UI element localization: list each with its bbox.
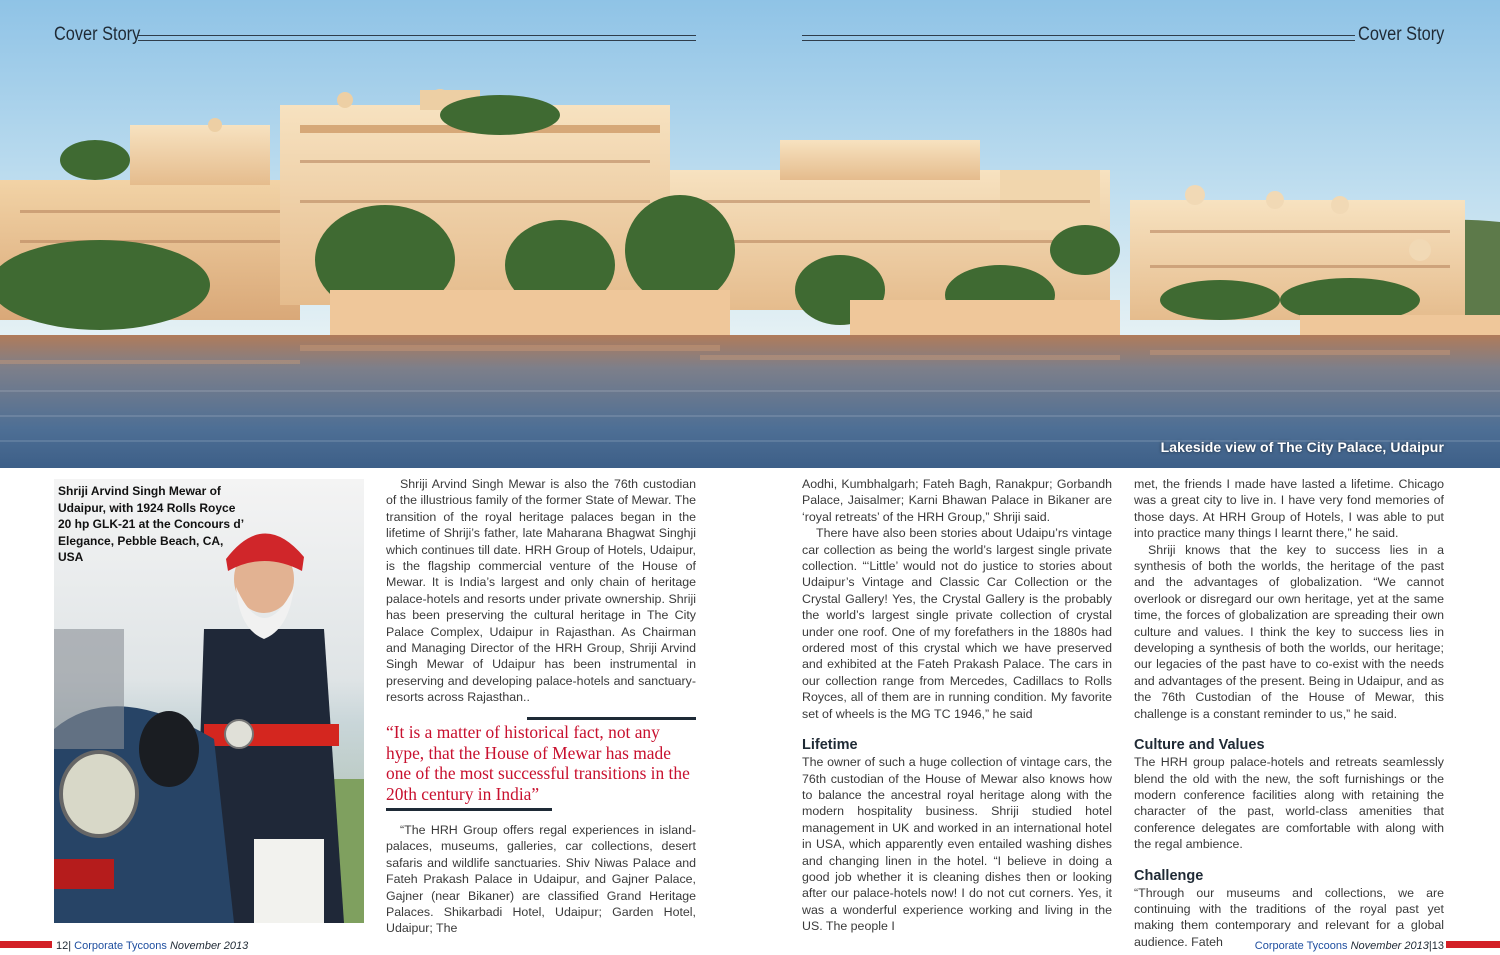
footer-bar-left	[0, 941, 52, 948]
paragraph: The owner of such a huge collection of vintage cars, the 76th custodian of the House of Mewar also knows how to balance the ancestral royal heritage along with the modern hospitality business. Shriji studied hotel management in UK and worked in an international hotel in USA, which apparently even entailed washing dishes and changing linen in the hotel. “I believe in doing a good job whether it is cleaning dishes then or looking after our palace-hotels now! I do not cut corners. Yes, it was a wonderful experience working and living in the US. The people I	[802, 755, 1112, 934]
article-column-1	[386, 476, 696, 706]
header-rule-left	[138, 35, 696, 41]
page-number-left: 12	[56, 940, 69, 952]
footer-separator: |	[1428, 940, 1432, 952]
section-label-right: Cover Story	[1357, 24, 1444, 45]
issue-date: November 2013	[1350, 940, 1429, 952]
paragraph: There have also been stories about Udaipu’rs vintage car collection as being the world’s largest single private collection. “‘Little’ would not do justice to stories about Udaipur’s Vintage and Classic Car Collection or the Crystal Gallery! Yes, the Crystal Gallery is the probably the world’s largest single private collection of crystal under one roof. One of my forefathers in the 1880s had ordered most of this crystal which we have preserved and exhibited at the Fateh Prakash Palace. The cars in our collection range from Mercedes, Cadillacs to Rolls Royces, all of them are in running condition. My favorite set of wheels is the MG TC 1946,” he said	[802, 526, 1112, 721]
footer-separator: |	[68, 940, 72, 952]
article-column-1-continued	[386, 822, 696, 937]
paragraph: Shriji knows that the key to success lies in a synthesis of both the worlds, the heritage of the past and the advantages of globalization. “We cannot overlook or disregard our own heritage, yet at the same time, the forces of globalization are spreading their own culture and values. I think the key to success lies in developing a synthesis of both the worlds, our heritage; our legacies of the past have to co-exist with the needs and advantages of the present. Being in Udaipur, and as the 76th Custodian of the House of Mewar, this challenge is a constant reminder to us,” he said.	[1134, 542, 1444, 721]
page-number-right: 13	[1431, 940, 1444, 952]
subheading-challenge: Challenge	[1134, 867, 1204, 884]
pull-quote: “It is a matter of historical fact, not any hype, that the House of Mewar has made one of the most successful transitions in the 20th century in India”	[386, 722, 690, 804]
paragraph: “Through our museums and collections, we are continuing with the traditions of the royal past yet making them contemporary and relevant for a global audience. Fateh	[1134, 885, 1444, 949]
publication-name: Corporate Tycoons	[74, 940, 167, 952]
paragraph: met, the friends I made have lasted a lifetime. Chicago was a great city to live in. I have very fond memories of those days. At HRH Group of Hotels, I was able to put into practice many things I learnt there,” he said.	[1134, 477, 1444, 541]
subheading-culture-values: Culture and Values	[1134, 737, 1265, 754]
header-rule-right	[802, 35, 1355, 41]
portrait-photo	[54, 479, 364, 923]
issue-date: November 2013	[169, 940, 249, 952]
paragraph: The HRH group palace-hotels and retreats seamlessly blend the old with the new, the soft furnishings or the modern conference facilities along with retaining the character of the past, world-class amenities that conference delegates are comfortable with along with the regal ambience.	[1134, 755, 1444, 852]
section-label-left: Cover Story	[54, 24, 141, 45]
pull-quote-top-rule	[527, 717, 696, 720]
publication-name: Corporate Tycoons	[1254, 940, 1348, 952]
hero-photo	[0, 0, 1500, 468]
footer-right	[1255, 940, 1444, 952]
footer-left	[56, 940, 248, 952]
paragraph: Aodhi, Kumbhalgarh; Fateh Bagh, Ranakpur; Gorbandh Palace, Jaisalmer; Karni Bhawan Palace in Bikaner are ‘royal retreats’ of the HRH Group,” Shriji said.	[802, 477, 1112, 524]
hero-caption: Lakeside view of The City Palace, Udaipur	[1160, 439, 1444, 455]
footer-bar-right	[1446, 941, 1500, 948]
article-column-4	[1134, 476, 1444, 950]
pull-quote-bottom-rule	[386, 808, 552, 811]
paragraph: “The HRH Group offers regal experiences in island-palaces, museums, galleries, car collections, desert safaris and wildlife sanctuaries. Shiv Niwas Palace and Fateh Prakash Palace in Udaipur, and Gajner Palace, Gajner (near Bikaner) are classified Grand Heritage Palaces. Shikarbadi Hotel, Udaipur; Garden Hotel, Udaipur; The	[386, 823, 696, 936]
subheading-lifetime: Lifetime	[802, 737, 858, 754]
city-palace-illustration	[0, 0, 1500, 468]
article-column-3	[802, 476, 1112, 935]
portrait-caption: Shriji Arvind Singh Mewar of Udaipur, with 1924 Rolls Royce 20 hp GLK-21 at the Concours d’ Elegance, Pebble Beach, CA, USA	[58, 484, 244, 564]
paragraph: Shriji Arvind Singh Mewar is also the 76th custodian of the illustrious family of the former State of Mewar. The transition of the royal heritage palaces began in the lifetime of Shriji’s father, late Maharana Bhagwat Singhji which continues till date. HRH Group of Hotels, Udaipur, is the flagship commercial venture of the House of Mewar. It is India’s largest and only chain of heritage palace-hotels and resorts under private ownership. Shriji has been preserving the cultural heritage in The City Palace Complex, Udaipur in Rajasthan. As Chairman and Managing Director of the HRH Group, Shriji Arvind Singh Mewar of Udaipur has been instrumental in preserving and developing palace-hotels and sanctuary-resorts across Rajasthan..	[386, 477, 696, 705]
